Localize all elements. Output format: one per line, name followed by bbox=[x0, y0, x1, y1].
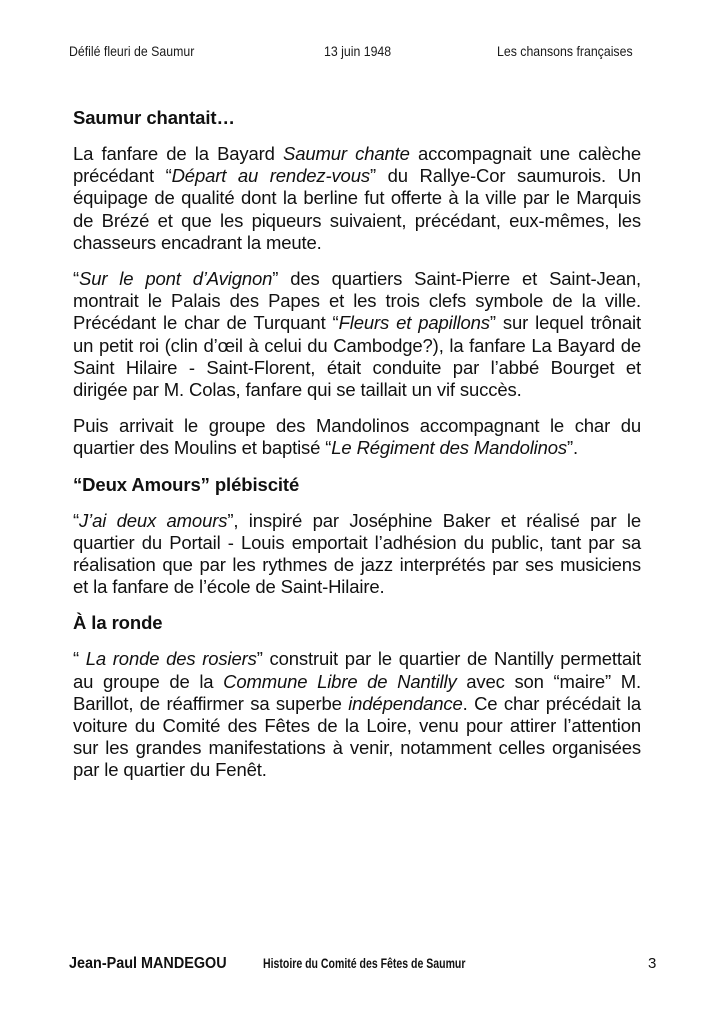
text-run: ”, inspiré par Joséphine Baker et réalisé par le quartier du Portail - Louis emportait l’adhésion du public, tant par sa réalisation que par les rythmes de jazz interprétés par ses musiciens et la fanfare de l’école de Saint-Hilaire. bbox=[73, 509, 641, 598]
running-header-date: 13 juin 1948 bbox=[324, 43, 392, 59]
italic-text-run: Le Régiment des Mandolinos bbox=[331, 437, 568, 459]
running-header-left: Défilé fleuri de Saumur bbox=[69, 43, 195, 59]
italic-text-run: indépendance bbox=[348, 692, 463, 714]
text-run: “ bbox=[73, 509, 80, 531]
text-run: ” construit par le quartier de Nantilly permettait au groupe de la bbox=[73, 648, 641, 692]
paragraph bbox=[73, 143, 641, 254]
text-run: ” des quartiers Saint-Pierre et Saint-Jean, montrait le Palais des Papes et les trois clefs symbole de la ville. Précédant le char de Turquant “ bbox=[73, 268, 642, 334]
italic-text-run: Fleurs et papillons bbox=[338, 312, 490, 334]
italic-text-run: Départ au rendez-vous bbox=[171, 165, 370, 187]
article-body bbox=[73, 107, 641, 796]
section-heading: Saumur chantait… bbox=[73, 107, 235, 128]
paragraph bbox=[73, 415, 641, 459]
text-run: avec son “maire” M. Barillot, de réaffirmer sa superbe bbox=[73, 670, 641, 714]
section-deux-amours bbox=[73, 474, 641, 599]
italic-text-run: La ronde des rosiers bbox=[85, 648, 257, 670]
page-number: 3 bbox=[648, 955, 657, 972]
text-run: ”. bbox=[567, 437, 579, 459]
text-run: ” sur lequel trônait un petit roi (clin d’œil à celui du Cambodge?), la fanfare La Bayard de Saint Hilaire - Saint-Florent, était conduite par l’abbé Bourget et dirigée par M. Colas, fanfare qui se taillait un vif succès. bbox=[73, 312, 641, 401]
italic-text-run: J’ai deux amours bbox=[79, 509, 228, 531]
paragraph bbox=[73, 510, 641, 599]
section-heading: À la ronde bbox=[73, 612, 163, 634]
section-a-la-ronde bbox=[73, 612, 641, 781]
text-run: “ bbox=[73, 648, 86, 670]
section-saumur-chantait bbox=[73, 107, 641, 460]
text-run: Puis arrivait le groupe des Mandolinos accompagnant le char du quartier des Moulins et baptisé “ bbox=[73, 415, 641, 459]
text-run: La fanfare de la Bayard bbox=[73, 143, 284, 164]
italic-text-run: Saumur chante bbox=[283, 143, 410, 164]
italic-text-run: Commune Libre de Nantilly bbox=[223, 670, 457, 692]
section-heading: “Deux Amours” plébiscité bbox=[73, 473, 300, 495]
text-run: accompagnait une calèche précédant “ bbox=[73, 143, 641, 187]
footer-book-title: Histoire du Comité des Fêtes de Saumur bbox=[263, 956, 466, 971]
running-header-right: Les chansons françaises bbox=[497, 43, 633, 59]
text-run: “ bbox=[73, 268, 80, 290]
footer-author: Jean-Paul MANDEGOU bbox=[69, 955, 227, 972]
paragraph bbox=[73, 648, 641, 781]
text-run: . Ce char précédait la voiture du Comité des Fêtes de la Loire, venu pour attirer l’attention sur les grandes manifestations à venir, notamment celles organisées par le quartier du Fenêt. bbox=[73, 692, 641, 781]
italic-text-run: Sur le pont d’Avignon bbox=[79, 268, 273, 290]
text-run: ” du Rallye-Cor saumurois. Un équipage de qualité dont la berline fut offerte à la ville par le Marquis de Brézé et que les piqueurs suivaient, précédant, eux-mêmes, les chasseurs encadrant la meute. bbox=[73, 165, 641, 253]
paragraph bbox=[73, 268, 641, 401]
